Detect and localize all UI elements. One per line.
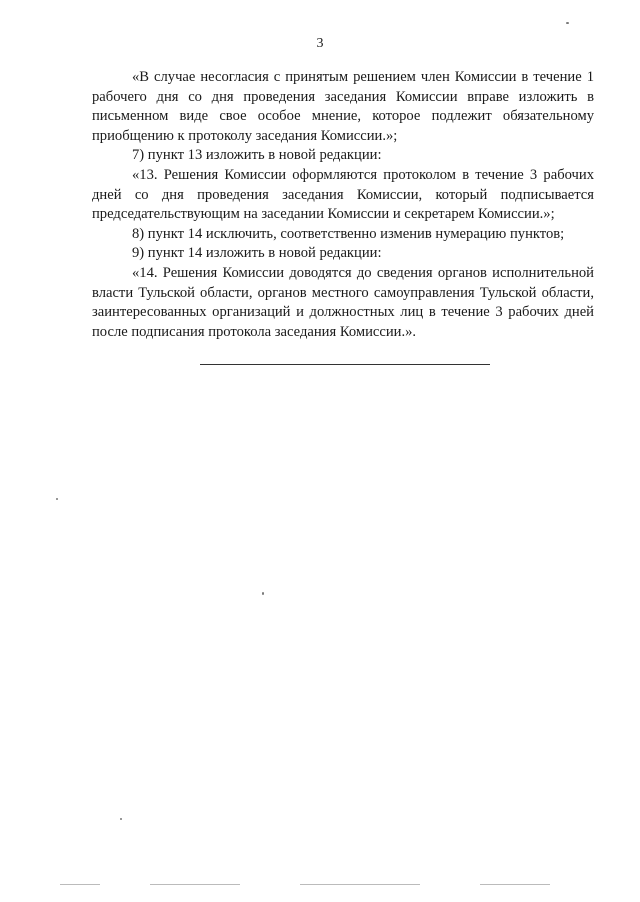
document-body	[92, 68, 594, 342]
paragraph-item-9: 9) пункт 14 изложить в новой редакции:	[132, 245, 382, 262]
paragraph-dissent-opinion: «В случае несогласия с принятым решением член Комиссии в течение 1 рабочего дня со дня проведения заседания Комиссии вправе изложить в письменном виде свое особое мнение, которое подлежит обязательному приобщению к протоколу заседания Комиссии.»;	[92, 69, 594, 144]
scan-speck	[120, 818, 122, 820]
scan-speck	[480, 884, 550, 885]
scan-speck	[300, 884, 420, 885]
paragraph-clause-13: «13. Решения Комиссии оформляются протоколом в течение 3 рабочих дней со дня проведения заседания Комиссии, который подписывается председательствующим на заседании Комиссии и секретарем Комиссии.»;	[92, 166, 594, 223]
paragraph-clause-14: «14. Решения Комиссии доводятся до сведения органов исполнительной власти Тульской области, органов местного самоуправления Тульской области, заинтересованных организаций и должностных лиц в течение 3 рабочих дней после подписания протокола заседания Комиссии.».	[92, 264, 594, 340]
paragraph-item-7: 7) пункт 13 изложить в новой редакции:	[132, 147, 382, 164]
scan-speck	[150, 884, 240, 885]
scan-speck	[56, 498, 58, 500]
page-number: 3	[316, 36, 324, 51]
separator-line	[200, 364, 490, 365]
scan-speck	[566, 22, 569, 24]
scan-speck	[262, 592, 264, 595]
scan-speck	[60, 884, 100, 885]
paragraph-item-8: 8) пункт 14 исключить, соответственно изменив нумерацию пунктов;	[132, 225, 565, 242]
